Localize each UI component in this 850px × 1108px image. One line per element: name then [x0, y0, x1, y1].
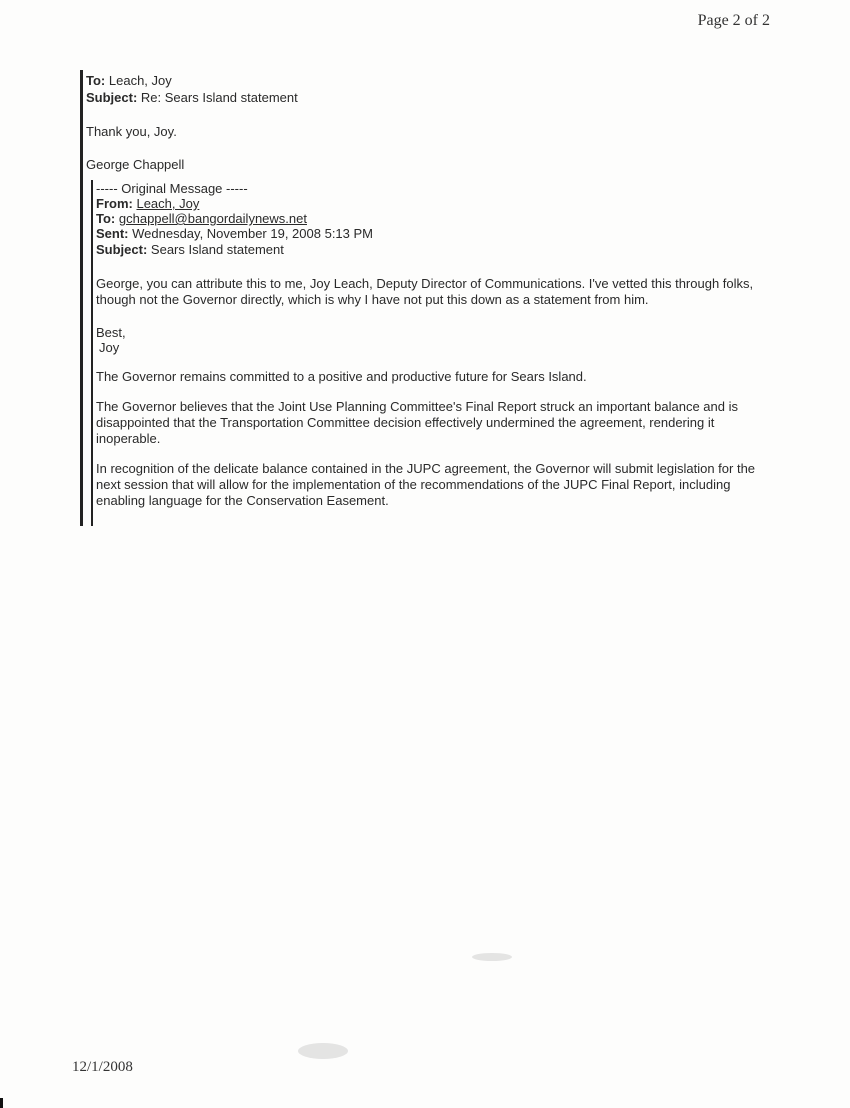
original-subject-line: [96, 242, 284, 258]
original-closing-name: Joy: [99, 340, 120, 355]
original-to-label: To:: [96, 211, 116, 226]
footer-date: 12/1/2008: [72, 1059, 133, 1075]
original-paragraph-balance: The Governor believes that the Joint Use Planning Committee's Final Report struck an important balance and is disappointed that the Transportation Committee decision effectively undermined the agreement, rendering it inoperable.: [96, 399, 738, 446]
original-from-line: [96, 196, 199, 212]
original-to-line: [96, 211, 307, 227]
reply-subject-value: Re: Sears Island statement: [140, 90, 298, 105]
reply-quote-bar: [80, 70, 83, 526]
scan-smudge: [298, 1043, 348, 1059]
reply-to-value: Leach, Joy: [108, 73, 172, 88]
reply-subject-label: Subject:: [86, 90, 138, 105]
reply-to-label: To:: [86, 73, 106, 88]
original-closing: Best,: [96, 325, 126, 340]
original-subject-label: Subject:: [96, 242, 148, 257]
original-sent-line: [96, 226, 373, 242]
original-from-link[interactable]: Leach, Joy: [136, 196, 200, 211]
reply-to-line: [86, 73, 172, 89]
original-quote-bar: [91, 180, 93, 526]
original-sent-value: Wednesday, November 19, 2008 5:13 PM: [132, 226, 374, 241]
original-message-separator: ----- Original Message -----: [96, 181, 248, 196]
original-paragraph-attribution: George, you can attribute this to me, Joy Leach, Deputy Director of Communications. I've vetted this through folks, though not the Governor directly, which is why I have not put this down as a statement from him.: [96, 276, 754, 307]
scan-smudge: [472, 953, 512, 961]
reply-subject-line: [86, 90, 298, 106]
original-paragraph-commitment: The Governor remains committed to a positive and productive future for Sears Island.: [96, 369, 587, 384]
reply-signature: George Chappell: [86, 157, 185, 172]
original-from-label: From:: [96, 196, 133, 211]
page-number: Page 2 of 2: [697, 12, 770, 29]
original-paragraph-legislation: In recognition of the delicate balance contained in the JUPC agreement, the Governor will submit legislation for the next session that will allow for the implementation of the recommendations of the JUPC Final Report, including enabling language for the Conservation Easement.: [96, 461, 756, 508]
scan-edge-mark: [0, 1098, 3, 1108]
reply-greeting: Thank you, Joy.: [86, 124, 177, 139]
original-subject-value: Sears Island statement: [150, 242, 284, 257]
original-to-email-link[interactable]: gchappell@bangordailynews.net: [118, 211, 307, 226]
original-sent-label: Sent:: [96, 226, 129, 241]
